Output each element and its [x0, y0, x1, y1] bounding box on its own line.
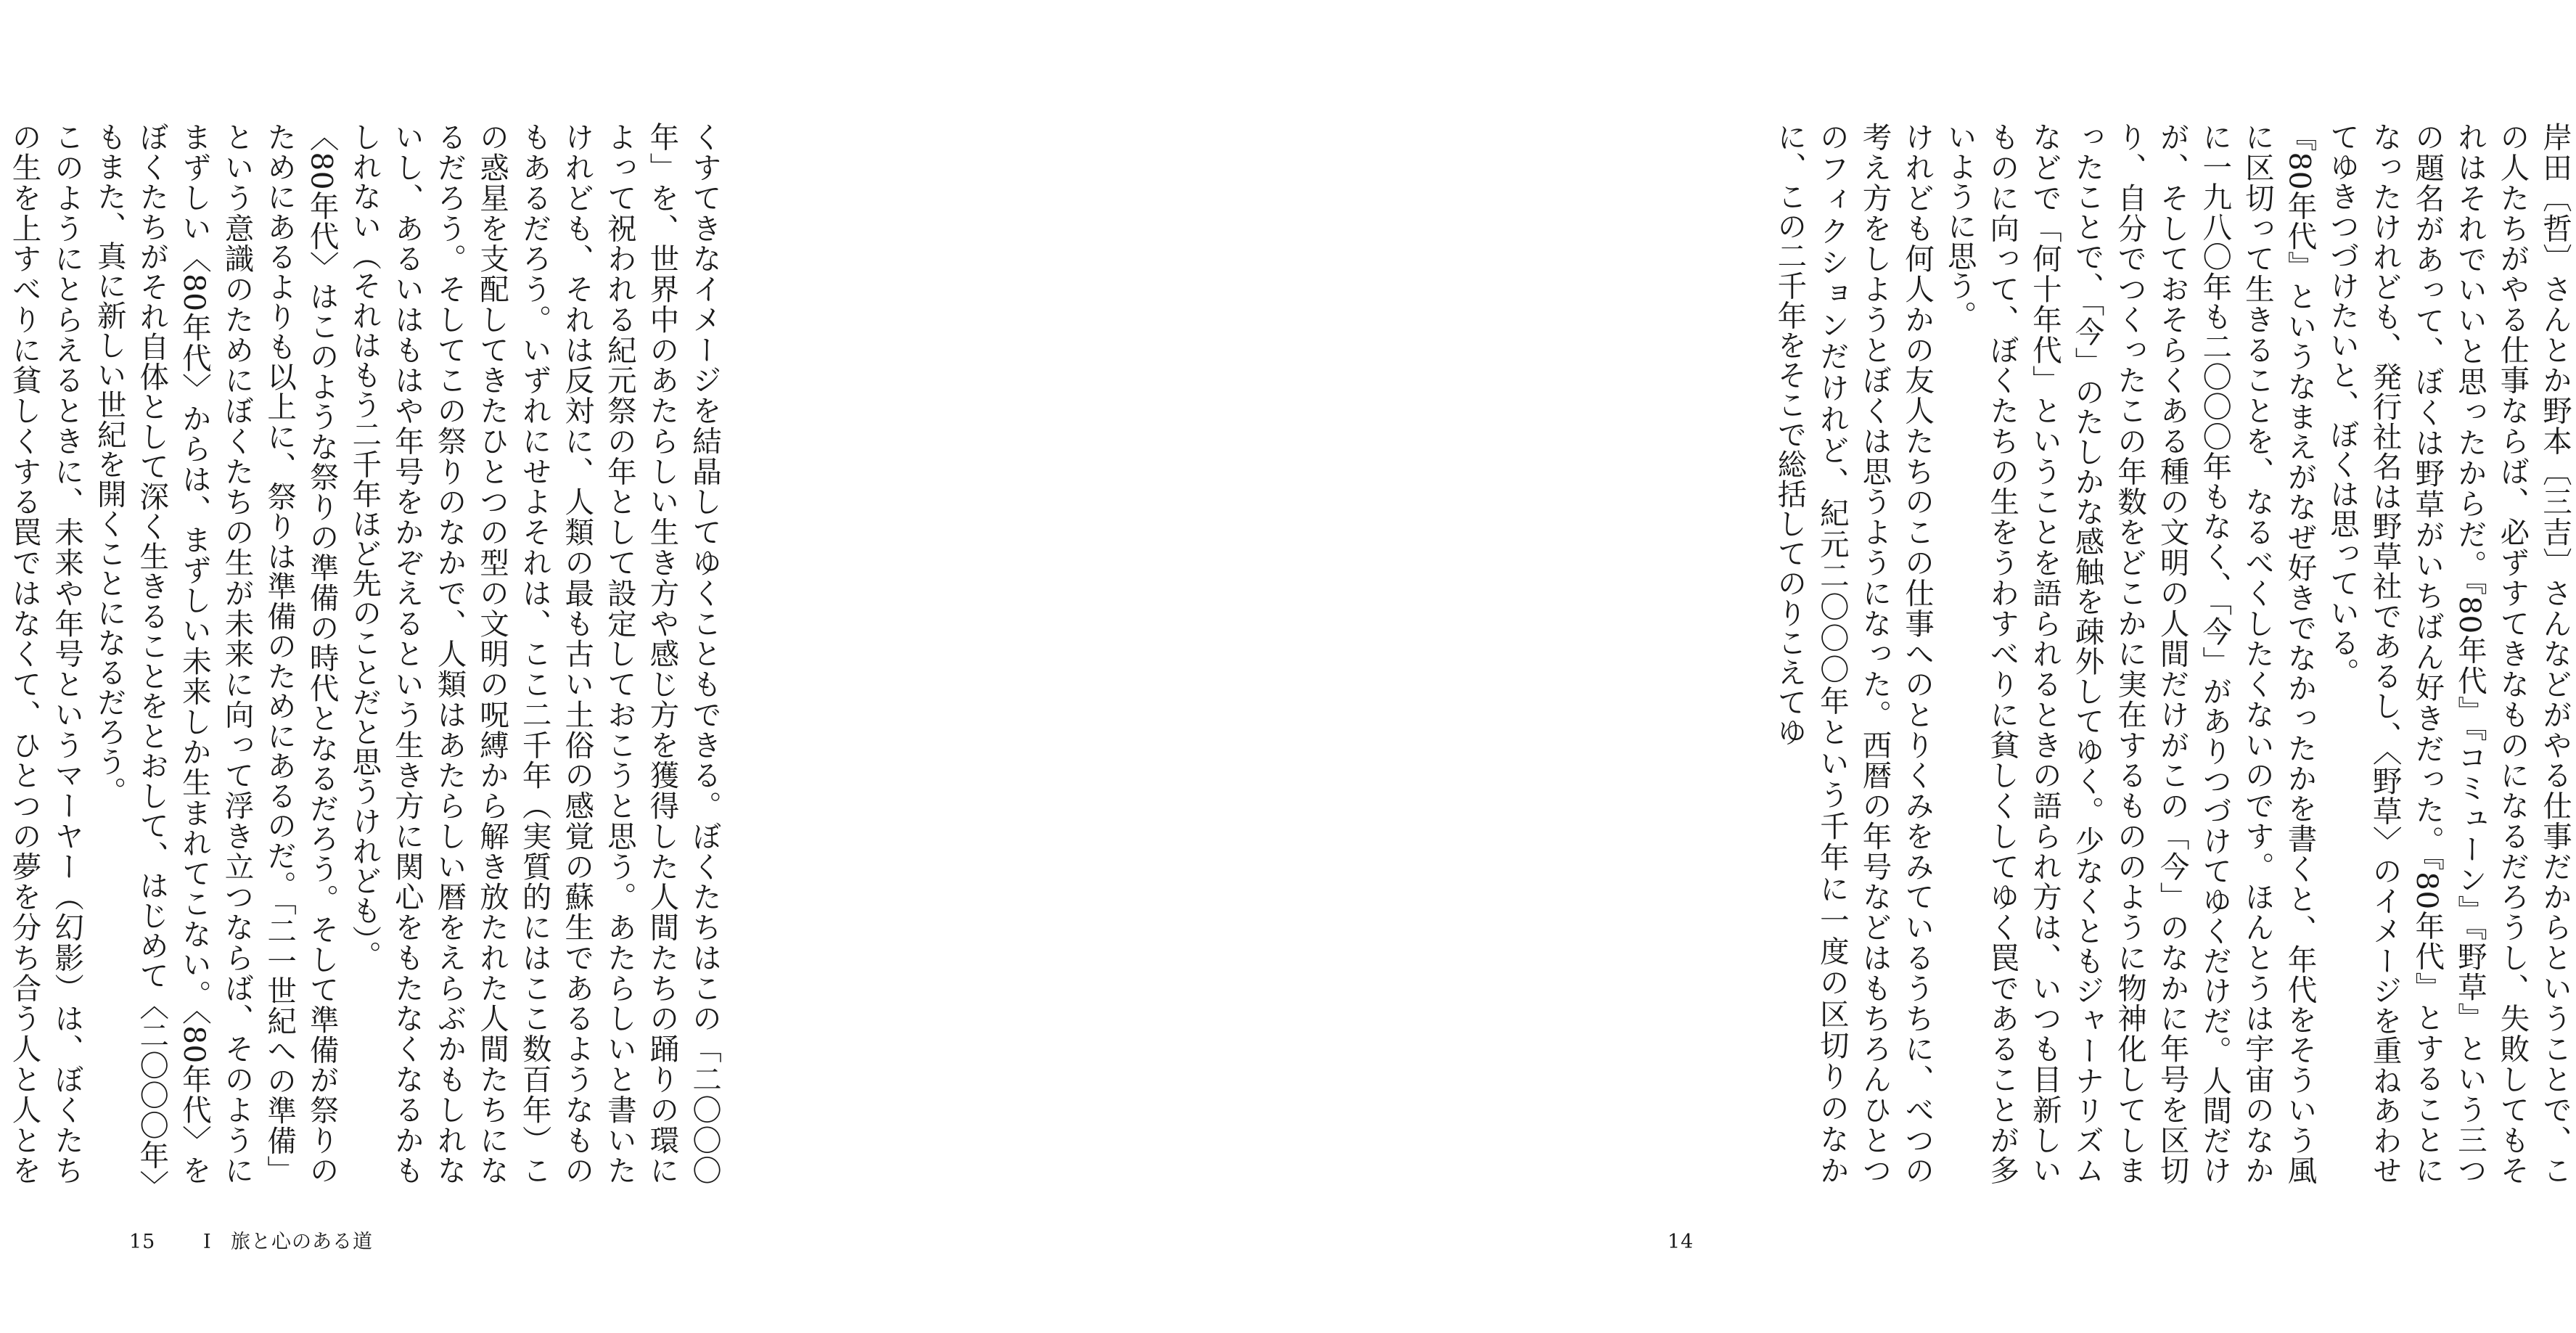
- running-head-part: I: [203, 1231, 212, 1253]
- paragraph: 『80年代』というなまえがなぜ好きでなかったかを書くと、年代をそういう風に区切って生きることを、なるべくしたくないのです。ほんとうは宇宙のなかに一九八〇年も二〇〇〇年もなく、「今」がありつづけてゆくだけだ。人間だけが、そしておそらくある種の文明の人間だけがこの「今」のなかに年号を区切り、自分でつくったこの年数をどこかに実在するもののように物神化してしまったことで、「今」のたしかな感触を疎外してゆく。少なくともジャーナリズムなどで「何十年代」ということを語られるときの語られ方は、いつも目新しいものに向って、ぼくたちの生をうわすべりに貧しくしてゆく罠であることが多いように思う。: [1942, 122, 2318, 1185]
- paragraph: 〈80年代〉はこのような祭りの準備の時代となるだろう。そして準備が祭りのためにあるよりも以上に、祭りは準備のためにあるのだ。「二一世紀への準備」という意識のためにぼくたちの生が未来に向って浮き立つならば、そのようにまずしい〈80年代〉からは、まずしい未来しか生まれてこない。〈80年代〉をぼくたちがそれ自体として深く生きることをとおして、はじめて〈二〇〇〇年〉もまた、真に新しい世紀を開くことになるだろう。: [91, 122, 340, 1185]
- paragraph: けれども何人かの友人たちのこの仕事へのとりくみをみているうちに、べつの考え方をしようとぼくは思うようになった。西暦の年号などはもちろんひとつのフィクションだけれど、紀元二〇〇〇年という千年に一度の区切りのなかに、この二千年をそこで総括してのりこえてゆ: [1772, 122, 1935, 1185]
- left-page-body: [7, 122, 726, 1185]
- running-head-title: 旅と心のある道: [231, 1231, 373, 1253]
- right-page-body: [1772, 122, 2576, 1185]
- page-number-left: 15: [129, 1231, 156, 1253]
- left-page: [0, 0, 907, 1333]
- paragraph: このようにとらえるときに、未来や年号というマーヤー（幻影）は、ぼくたちの生を上すべりに貧しくする罠ではなくて、ひとつの夢を分ち合う人と人とを: [7, 122, 85, 1185]
- paragraph: 岸田〔哲〕さんとか野本〔三吉〕さんなどがやる仕事だからということで、この人たちがやる仕事ならば、必ずすてきなものになるだろうし、失敗してもそれはそれでいいと思ったからだ。『80年代』『コミューン』『野草』という三つの題名があって、ぼくは野草がいちばん好きだった。『80年代』とすることになったけれども、発行社名は野草社であるし、〈野草〉のイメージを重ねあわせてゆきつづけたいと、ぼくは思っている。: [2325, 122, 2572, 1185]
- page-number-right: 14: [1668, 1231, 1694, 1253]
- right-page: [907, 0, 2572, 1333]
- paragraph: くすてきなイメージを結晶してゆくこともできる。ぼくたちはこの「二〇〇〇年」を、世界中のあたらしい生き方や感じ方を獲得した人間たちの踊りの環によって祝われる紀元祭の年として設定しておこうと思う。あたらしいと書いたけれども、それは反対に、人類の最も古い土俗の感覚の蘇生であるようなものもあるだろう。いずれにせよそれは、ここ二千年（実質的にはここ数百年）この惑星を支配してきたひとつの型の文明の呪縛から解き放たれた人間たちになるだろう。そしてこの祭りのなかで、人類はあたらしい暦をえらぶかもしれないし、あるいはもはや年号をかぞえるという生き方に関心をもたなくなるかもしれない（それはもう二千年ほど先のことだと思うけれども）。: [347, 122, 722, 1185]
